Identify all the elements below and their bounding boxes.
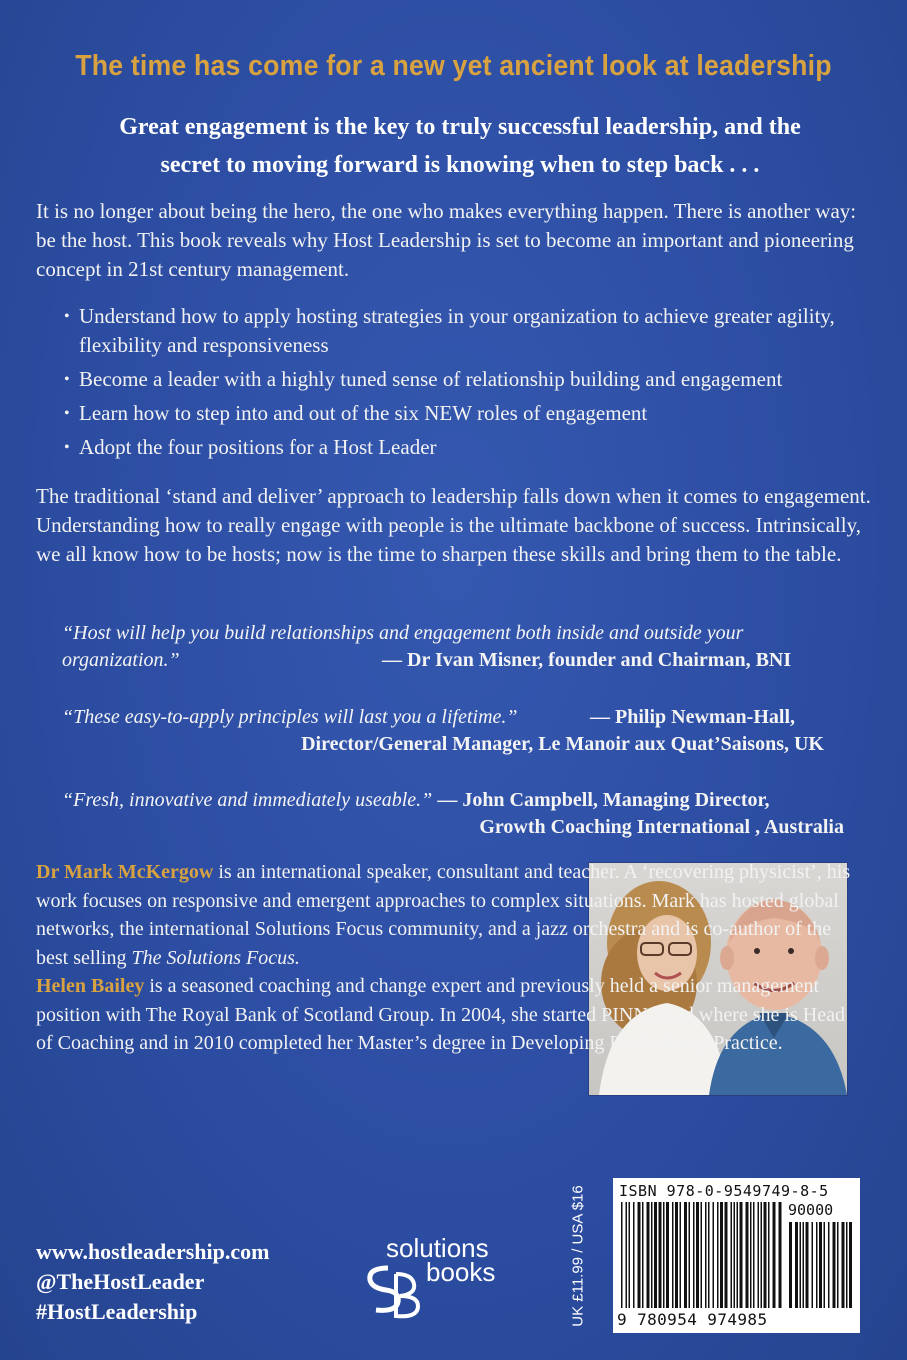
bullet-item: • Become a leader with a highly tuned sense of relationship building and engagement — [64, 365, 884, 394]
isbn-addon: 90000 — [788, 1201, 834, 1219]
testimonial-quote — [62, 620, 822, 674]
quote-attribution: — Dr Ivan Misner, founder and Chairman, BNI — [382, 649, 792, 671]
author-bio-text: is a seasoned coaching and change expert and previously held a senior management position with The Royal Bank of Scotland Group. In 2004, she started PINNA Ltd where she is Head of Coaching and in 2010 completed her Master’s degree in Developing Professional Practice. — [36, 975, 845, 1054]
twitter-handle[interactable]: @TheHostLeader — [36, 1269, 205, 1294]
sb-monogram-icon — [358, 1254, 428, 1324]
price-label: UK £11.99 / USA $16 — [569, 1184, 587, 1327]
book-title: The Solutions Focus. — [131, 946, 300, 969]
contact-links — [36, 1237, 269, 1327]
quote-text: “Fresh, innovative and immediately useable.” — [62, 789, 433, 811]
publisher-name-line2: books — [426, 1257, 496, 1287]
subheadline: Great engagement is the key to truly successful leadership, and the secret to moving forward is knowing when to step back . . . — [119, 114, 801, 178]
quote-attribution-role: Growth Coaching International , Australia — [479, 816, 844, 838]
hashtag[interactable]: #HostLeadership — [36, 1299, 198, 1324]
quote-text: “Host will help you build relationships and engagement both inside and outside your organization.” — [62, 622, 744, 671]
bullet-list — [64, 302, 884, 467]
bullet-item: • Adopt the four positions for a Host Leader — [64, 433, 884, 462]
author-name-bailey: Helen Bailey — [36, 975, 145, 997]
author-name-mckergow: Dr Mark McKergow — [36, 861, 214, 883]
headline: The time has come for a new yet ancient look at leadership — [75, 50, 832, 82]
body-paragraph: The traditional ‘stand and deliver’ approach to leadership falls down when it comes to engagement. Understanding how to really engage with people is the ultimate backbone of success. Intrinsically, we all know how to be hosts; now is the time to sharpen these skills and bring them to the table. — [36, 484, 871, 566]
bullet-item: • Learn how to step into and out of the six NEW roles of engagement — [64, 399, 884, 428]
ean-number: 9 780954 974985 — [617, 1310, 768, 1329]
author-bio-text: is an international speaker, consultant and teacher. A ‘recovering physicist’, his work focuses on responsive and emergent approaches to complex situations. Mark has hosted global networks, the international Solutions Focus community, and a jazz orchestra and is co-author of the best selling — [36, 861, 851, 969]
testimonial-quote — [62, 787, 852, 838]
quote-attribution: — Philip Newman-Hall, — [590, 706, 796, 728]
author-bio — [36, 858, 866, 1058]
quote-text: “These easy-to-apply principles will last you a lifetime.” — [62, 706, 518, 728]
quote-attribution: — John Campbell, Managing Director, — [437, 789, 770, 811]
publisher-name-line1: solutions — [386, 1233, 489, 1263]
website-link[interactable]: www.hostleadership.com — [36, 1239, 270, 1264]
publisher-logo — [362, 1232, 512, 1307]
isbn-barcode — [613, 1178, 860, 1333]
intro-paragraph: It is no longer about being the hero, the one who makes everything happen. There is another way: be the host. This book reveals why Host Leadership is set to become an important and pioneering concept in 21st century management. — [36, 199, 857, 281]
bullet-item: • Understand how to apply hosting strategies in your organization to achieve greater agility, flexibility and responsiveness — [64, 302, 884, 360]
isbn-number: ISBN 978-0-9549749-8-5 — [619, 1182, 829, 1200]
testimonial-quote — [62, 704, 842, 755]
quote-attribution-role: Director/General Manager, Le Manoir aux Quat’Saisons, UK — [301, 733, 824, 755]
